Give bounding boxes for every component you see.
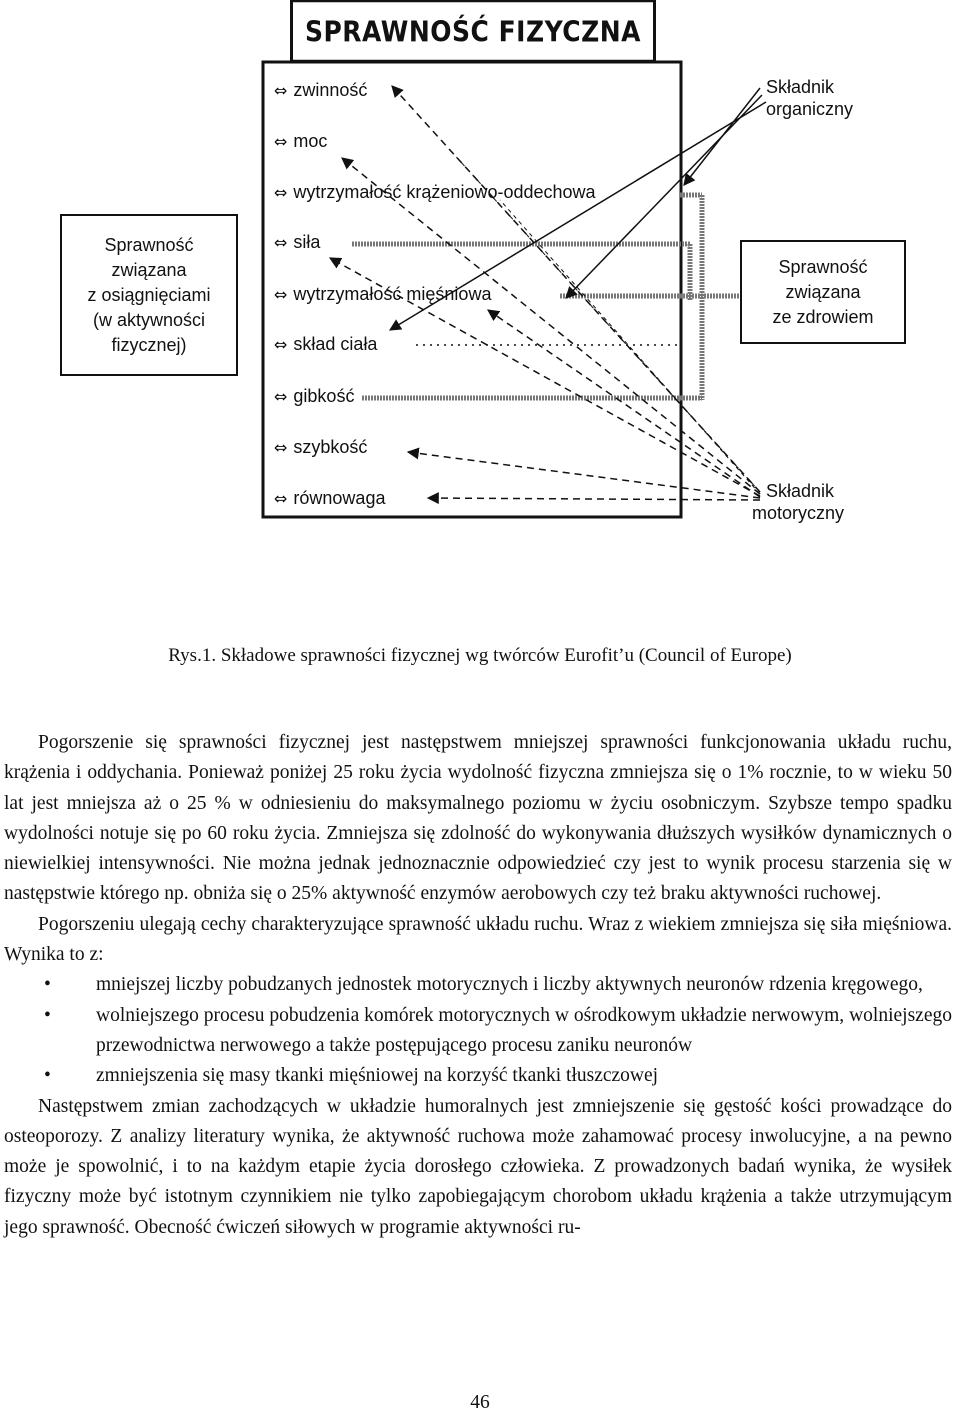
bullet-item xyxy=(4,1061,952,1091)
bullet-item xyxy=(4,1001,952,1062)
bullet-item xyxy=(4,970,952,1000)
double-arrow-icon: ⇔ xyxy=(274,81,288,100)
bullet-text: wolniejszego procesu pobudzenia komórek motorycznych w ośrodkowym układzie nerwowym, wolniejszego przewodnictwa nerwowego a także postępującego procesu zaniku neuronów xyxy=(96,1004,952,1056)
right-box-line: związana xyxy=(785,281,861,302)
left-box-line: (w aktywności xyxy=(92,309,206,330)
double-arrow-icon: ⇔ xyxy=(274,233,288,252)
fitness-item xyxy=(274,131,327,152)
fitness-item-label: szybkość xyxy=(293,437,368,457)
fitness-item xyxy=(274,232,320,253)
paragraph: Następstwem zmian zachodzących w układzie humoralnych jest zmniejszenie się gęstość kości prowadzące do osteoporozy. Z analizy literatury wynika, że aktywność ruchowa może zahamować procesy inwolucyjne, a na pewno może je spowolnić, i to na każdym etapie życia dorosłego człowieka. Z prowadzonych badań wynika, że wysiłek fizyczny może być istotnym czynnikiem nie tylko zapobiegającym chorobom układu krążenia a także utrzymującym jego sprawność. Obecność ćwiczeń siłowych w programie aktywności ru- xyxy=(4,1095,952,1238)
motor-component-label xyxy=(752,480,844,524)
fitness-item xyxy=(274,80,367,101)
fitness-item-label: zwinność xyxy=(293,80,368,100)
fitness-item xyxy=(274,437,367,458)
fitness-item-label: wytrzymałość krążeniowo-oddechowa xyxy=(293,182,596,202)
left-box-line: Sprawność xyxy=(104,234,194,255)
bullet-dot: • xyxy=(44,1004,51,1026)
fitness-item xyxy=(274,284,491,305)
fitness-item xyxy=(274,334,377,355)
bullet-dot: • xyxy=(44,974,51,996)
fitness-item-label: wytrzymałość mięśniowa xyxy=(293,284,492,304)
left-box-line: z osiągnięciami xyxy=(87,284,211,305)
double-arrow-icon: ⇔ xyxy=(274,132,288,151)
double-arrow-icon: ⇔ xyxy=(274,285,288,304)
bullet-text: zmniejszenia się masy tkanki mięśniowej na korzyść tkanki tłuszczowej xyxy=(96,1065,659,1087)
double-arrow-icon: ⇔ xyxy=(274,438,288,457)
fitness-item-label: gibkość xyxy=(293,386,355,406)
motor-label-line: motoryczny xyxy=(752,503,845,523)
fitness-item xyxy=(274,386,354,407)
figure-caption: Rys.1. Składowe sprawności fizycznej wg twórców Eurofit’u (Council of Europe) xyxy=(168,645,792,666)
health-related-box xyxy=(740,240,906,344)
performance-related-box xyxy=(60,214,238,376)
right-box-line: Sprawność xyxy=(778,256,868,277)
organic-component-label xyxy=(766,76,853,120)
fitness-item-label: skład ciała xyxy=(293,334,378,354)
left-box-line: fizycznej) xyxy=(111,334,187,355)
body-text xyxy=(4,728,952,1243)
fitness-item xyxy=(274,488,385,509)
double-arrow-icon: ⇔ xyxy=(274,183,288,202)
fitness-item-label: moc xyxy=(293,131,328,151)
motor-label-line: Składnik xyxy=(766,481,835,501)
fitness-item xyxy=(274,182,596,203)
figure-title: SPRAWNOŚĆ FIZYCZNA xyxy=(290,0,656,63)
paragraph: Pogorszeniu ulegają cechy charakteryzujące sprawność układu ruchu. Wraz z wiekiem zmniejsza się siła mięśniowa. Wynika to z: xyxy=(4,913,952,966)
bullet-text: mniejszej liczby pobudzanych jednostek motorycznych i liczby aktywnych neuronów rdzenia kręgowego, xyxy=(96,974,923,996)
double-arrow-icon: ⇔ xyxy=(274,335,288,354)
right-box-line: ze zdrowiem xyxy=(772,306,874,327)
fitness-item-label: siła xyxy=(293,232,321,252)
double-arrow-icon: ⇔ xyxy=(274,489,288,508)
organic-label-line: organiczny xyxy=(766,99,854,119)
page-number: 46 xyxy=(470,1392,490,1413)
figure xyxy=(0,0,960,640)
left-box-line: związana xyxy=(111,259,187,280)
paragraph: Pogorszenie się sprawności fizycznej jest następstwem mniejszej sprawności funkcjonowania układu ruchu, krążenia i oddychania. Ponieważ poniżej 25 roku życia wydolność fizyczna zmniejsza się o 1% rocznie, to w wieku 50 lat jest mniejsza aż o 25 % w odniesieniu do maksymalnego poziomu w życiu osobniczym. Szybsze tempo spadku wydolności notuje się po 60 roku życia. Zmniejsza się zdolność do wykonywania dłuższych wysiłków dynamicznych o niewielkiej intensywności. Nie można jednak jednoznacznie odpowiedzieć czy jest to wynik procesu starzenia się w następstwie którego np. obniża się o 25% aktywność enzymów aerobowych czy też braku aktywności ruchowej. xyxy=(4,732,952,905)
organic-label-line: Składnik xyxy=(766,77,835,97)
bullet-dot: • xyxy=(44,1065,51,1087)
double-arrow-icon: ⇔ xyxy=(274,387,288,406)
fitness-item-label: równowaga xyxy=(293,488,386,508)
